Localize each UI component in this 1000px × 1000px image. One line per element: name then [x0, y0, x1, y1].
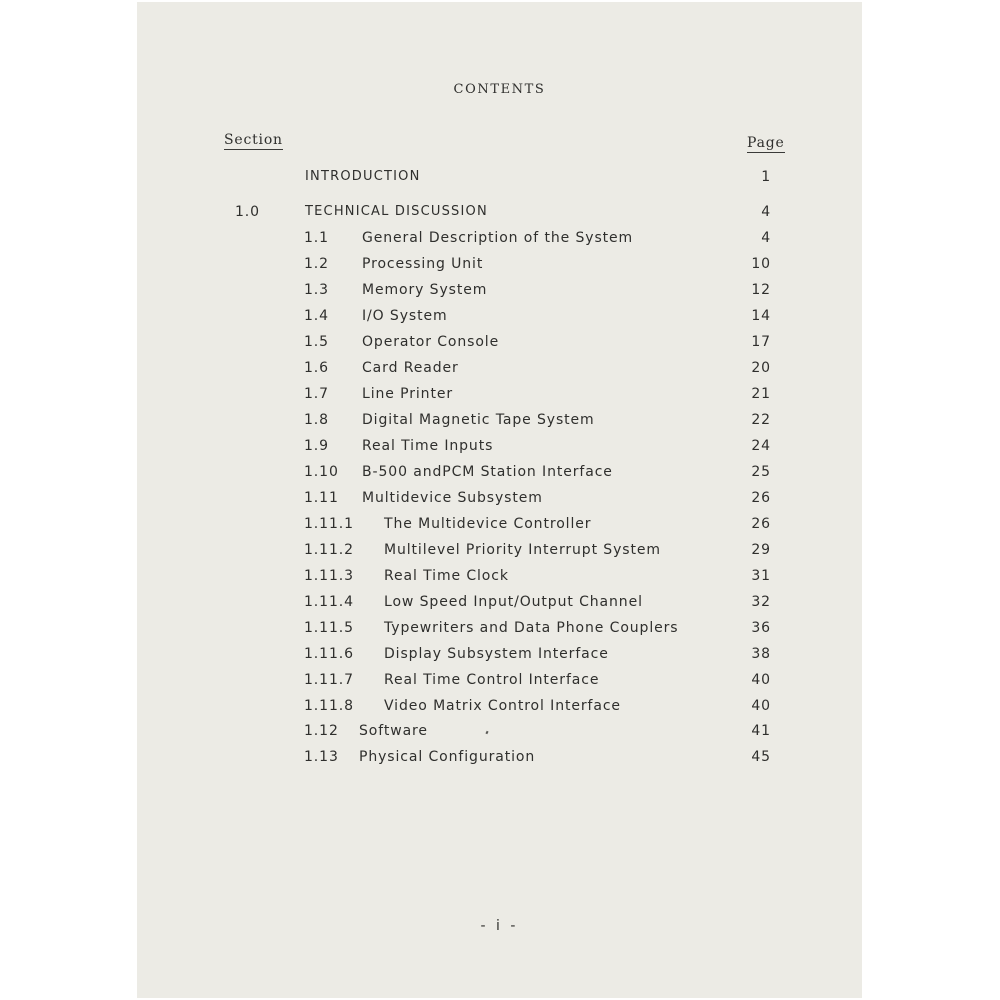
- toc-entry-label: Processing Unit: [362, 256, 484, 272]
- toc-entry: [137, 410, 862, 430]
- toc-entry-number: 1.11.8: [304, 698, 354, 714]
- toc-entry: [137, 747, 862, 767]
- toc-entry-number: 1.13: [304, 749, 339, 765]
- page-title: CONTENTS: [453, 82, 546, 97]
- toc-entry-page: 26: [751, 516, 771, 532]
- toc-entry-page: 40: [751, 672, 771, 688]
- toc-entry-number: 1.11.5: [304, 620, 354, 636]
- toc-entry-label: Display Subsystem Interface: [384, 646, 609, 662]
- toc-entry-number: 1.8: [304, 412, 329, 428]
- toc-entry-page: 40: [751, 698, 771, 714]
- toc-entry-number: 1.2: [304, 256, 329, 272]
- toc-entry-page: 32: [751, 594, 771, 610]
- toc-entry-page: 17: [751, 334, 771, 350]
- toc-entry-label: General Description of the System: [362, 230, 634, 246]
- toc-entry: [137, 670, 862, 690]
- toc-entry-label: Line Printer: [362, 386, 453, 402]
- toc-entry: [137, 540, 862, 560]
- toc-entry-page: 1: [761, 169, 771, 185]
- toc-entry: [137, 358, 862, 378]
- toc-entry-label: Physical Configuration: [359, 749, 536, 765]
- toc-entry-page: 14: [751, 308, 771, 324]
- toc-entry-page: 21: [751, 386, 771, 402]
- toc-entry-page: 12: [751, 282, 771, 298]
- toc-entry-page: 31: [751, 568, 771, 584]
- toc-entry-introduction: [137, 167, 862, 187]
- toc-entry-label: Low Speed Input/Output Channel: [384, 594, 643, 610]
- document-page: [137, 2, 862, 998]
- toc-entry: [137, 696, 862, 716]
- toc-entry-label: INTRODUCTION: [305, 169, 421, 184]
- toc-entry-label: Operator Console: [362, 334, 500, 350]
- toc-entry: [137, 384, 862, 404]
- toc-entry-number: 1.5: [304, 334, 329, 350]
- toc-entry-page: 20: [751, 360, 771, 376]
- page-column-header: Page: [747, 135, 785, 151]
- toc-entry-number: 1.3: [304, 282, 329, 298]
- toc-entry-number: 1.11: [304, 490, 339, 506]
- toc-entry-number: 1.11.4: [304, 594, 354, 610]
- toc-entry-label: B-500 andPCM Station Interface: [362, 464, 613, 480]
- toc-entry-page: 26: [751, 490, 771, 506]
- toc-entry-number: 1.11.7: [304, 672, 354, 688]
- toc-entry: [137, 462, 862, 482]
- toc-entry-label: Multidevice Subsystem: [362, 490, 543, 506]
- toc-entry: [137, 618, 862, 638]
- toc-entry-label: I/O System: [362, 308, 448, 324]
- toc-entry-number: 1.1: [304, 230, 329, 246]
- toc-entry-page: 4: [761, 204, 771, 220]
- toc-entry-number: 1.11.3: [304, 568, 354, 584]
- toc-entry-label: TECHNICAL DISCUSSION: [305, 204, 488, 219]
- toc-entry: [137, 514, 862, 534]
- toc-entry-number: 1.11.2: [304, 542, 354, 558]
- toc-entry: [137, 228, 862, 248]
- page-number-footer: - i -: [480, 918, 519, 934]
- section-column-header: Section: [224, 132, 283, 148]
- toc-entry-number: 1.10: [304, 464, 339, 480]
- toc-entry-number: 1.0: [235, 204, 260, 220]
- toc-entry: [137, 592, 862, 612]
- toc-entry-technical-discussion: [137, 202, 862, 222]
- toc-entry-label: Digital Magnetic Tape System: [362, 412, 595, 428]
- toc-entry-page: 38: [751, 646, 771, 662]
- toc-entry-page: 25: [751, 464, 771, 480]
- toc-entry-number: 1.9: [304, 438, 329, 454]
- toc-entry: [137, 254, 862, 274]
- toc-entry: [137, 721, 862, 741]
- toc-entry: [137, 332, 862, 352]
- toc-entry-label: Typewriters and Data Phone Couplers: [384, 620, 679, 636]
- toc-entry: [137, 436, 862, 456]
- toc-entry-label: Software: [359, 723, 428, 739]
- toc-entry: [137, 644, 862, 664]
- toc-entry-number: 1.11.1: [304, 516, 354, 532]
- toc-entry-number: 1.6: [304, 360, 329, 376]
- toc-entry-label: Multilevel Priority Interrupt System: [384, 542, 661, 558]
- toc-entry-page: 29: [751, 542, 771, 558]
- toc-entry-page: 45: [751, 749, 771, 765]
- toc-entry: [137, 566, 862, 586]
- toc-entry: [137, 280, 862, 300]
- toc-entry: [137, 488, 862, 508]
- toc-entry-page: 24: [751, 438, 771, 454]
- toc-entry-number: 1.4: [304, 308, 329, 324]
- toc-entry-label: Card Reader: [362, 360, 459, 376]
- toc-entry-page: 4: [761, 230, 771, 246]
- toc-entry-label: Real Time Control Interface: [384, 672, 600, 688]
- toc-entry-label: Real Time Clock: [384, 568, 509, 584]
- toc-entry-page: 36: [751, 620, 771, 636]
- toc-entry-label: The Multidevice Controller: [384, 516, 592, 532]
- toc-entry-page: 41: [751, 723, 771, 739]
- toc-entry-number: 1.11.6: [304, 646, 354, 662]
- toc-entry-label: Memory System: [362, 282, 488, 298]
- toc-entry-number: 1.12: [304, 723, 339, 739]
- toc-entry-page: 10: [751, 256, 771, 272]
- toc-entry: [137, 306, 862, 326]
- toc-entry-page: 22: [751, 412, 771, 428]
- toc-entry-label: Real Time Inputs: [362, 438, 494, 454]
- toc-entry-label: Video Matrix Control Interface: [384, 698, 621, 714]
- toc-entry-number: 1.7: [304, 386, 329, 402]
